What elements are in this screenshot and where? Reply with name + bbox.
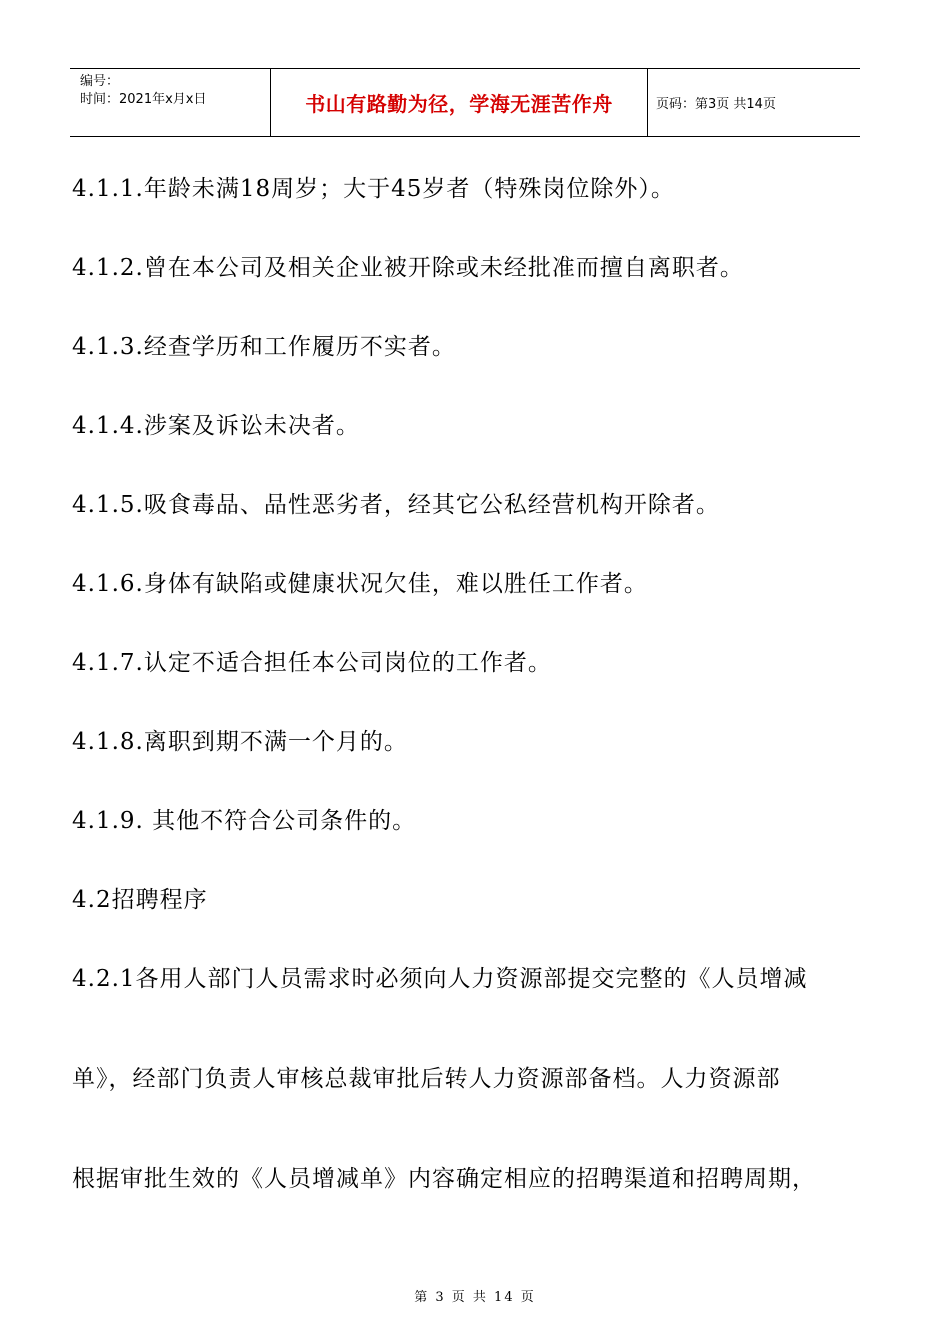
clause-4-1-7: 4.1.7.认定不适合担任本公司岗位的工作者。 bbox=[72, 650, 552, 676]
section-heading-4-2: 4.2招聘程序 bbox=[72, 887, 208, 913]
clause-4-1-8: 4.1.8.离职到期不满一个月的。 bbox=[72, 729, 408, 755]
clause-4-1-9: 4.1.9. 其他不符合公司条件的。 bbox=[72, 808, 417, 834]
header-page-info: 页码：第3页 共14页 bbox=[656, 97, 776, 112]
clause-4-1-6: 4.1.6.身体有缺陷或健康状况欠佳，难以胜任工作者。 bbox=[72, 571, 648, 597]
clause-4-2-1-line-1: 4.2.1各用人部门人员需求时必须向人力资源部提交完整的《人员增减 bbox=[72, 966, 808, 992]
clause-4-2-1-line-2: 单》，经部门负责人审核总裁审批后转人力资源部备档。人力资源部 bbox=[72, 1066, 781, 1092]
document-number-label: 编号： bbox=[80, 74, 120, 89]
clause-4-1-2: 4.1.2.曾在本公司及相关企业被开除或未经批准而擅自离职者。 bbox=[72, 255, 744, 281]
clause-4-1-5: 4.1.5.吸食毒品、品性恶劣者，经其它公私经营机构开除者。 bbox=[72, 492, 720, 518]
clause-4-2-1-line-3: 根据审批生效的《人员增减单》内容确定相应的招聘渠道和招聘周期， bbox=[72, 1166, 816, 1192]
page-footer: 第 3 页 共 14 页 bbox=[414, 1290, 536, 1305]
header-meta bbox=[70, 69, 271, 136]
clause-4-1-4: 4.1.4.涉案及诉讼未决者。 bbox=[72, 413, 360, 439]
header-motto: 书山有路勤为径，学海无涯苦作舟 bbox=[271, 69, 648, 136]
document-time-label: 时间：2021年x月x日 bbox=[80, 92, 207, 107]
clause-4-1-1: 4.1.1.年龄未满18周岁；大于45岁者（特殊岗位除外）。 bbox=[72, 176, 675, 202]
clause-4-1-3: 4.1.3.经查学历和工作履历不实者。 bbox=[72, 334, 456, 360]
page-header bbox=[70, 68, 860, 137]
